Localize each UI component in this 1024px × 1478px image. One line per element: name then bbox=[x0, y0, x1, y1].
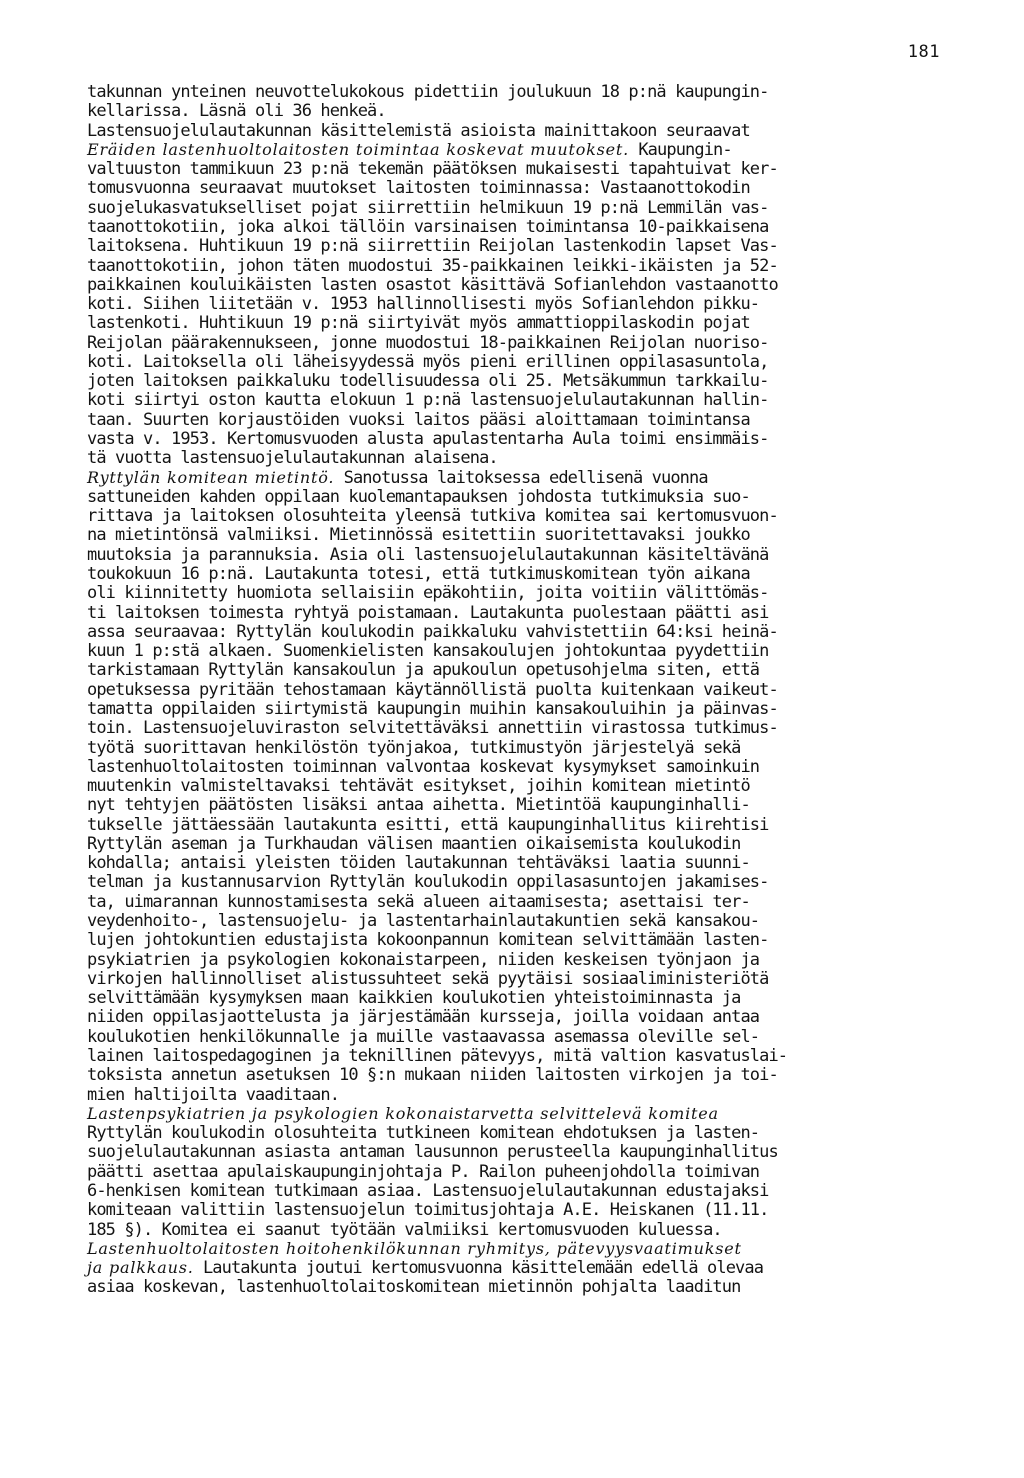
line-text: työtä suorittavan henkilöstön työnjakoa, tutkimustyön järjestelyä sekä bbox=[87, 737, 741, 758]
line-text: kohdalla; antaisi yleisten töiden lautakunnan tehtäväksi laatia suunni- bbox=[87, 853, 750, 874]
line-text: lujen johtokuntien edustajista kokoonpannun komitean selvittämään lasten- bbox=[87, 930, 769, 951]
line-text: niiden oppilasjaottelusta ja järjestämään kursseja, joilla voidaan antaa bbox=[87, 1007, 760, 1028]
line-text: lastenkoti. Huhtikuun 19 p:nä siirtyivät myös ammattioppilaskodin pojat bbox=[87, 313, 750, 334]
line-text: koti. Laitoksella oli läheisyydessä myös pieni erillinen oppilasasuntola, bbox=[87, 351, 769, 372]
line-text: selvittämään kysymyksen maan kaikkien koulukotien yhteistoiminnasta ja bbox=[87, 988, 741, 1009]
line-text: Ryttylän koulukodin olosuhteita tutkineen komitean ehdotuksen ja lasten- bbox=[87, 1123, 760, 1144]
line-text: kuun 1 p:stä alkaen. Suomenkielisten kansakoulujen johtokuntaa pyydettiin bbox=[87, 641, 769, 662]
line-text: assa seuraavaa: Ryttylän koulukodin paikkaluku vahvistettiin 64:ksi heinä- bbox=[87, 621, 778, 642]
line-text: päätti asettaa apulaiskaupunginjohtaja P. Railon puheenjohdolla toimivan bbox=[87, 1161, 760, 1182]
line-text: tomusvuonna seuraavat muutokset laitosten toiminnassa: Vastaanottokodin bbox=[87, 178, 750, 199]
line-text: Lautakunta joutui kertomusvuonna käsittelemään edellä olevaa bbox=[193, 1258, 764, 1279]
line-text: veydenhoito-, lastensuojelu- ja lastentarhainlautakuntien sekä kansakou- bbox=[87, 911, 760, 932]
line-text: muutoksia ja parannuksia. Asia oli lastensuojelulautakunnan käsiteltävänä bbox=[87, 544, 769, 565]
line-text: suojelukasvatukselliset pojat siirrettiin helmikuun 19 p:nä Lemmilän vas- bbox=[87, 197, 769, 218]
line-text: mien haltijoilta vaaditaan. bbox=[87, 1084, 340, 1105]
line-text: toksista annetun asetuksen 10 §:n mukaan niiden laitosten virkojen ja toi- bbox=[87, 1065, 778, 1086]
line-text: 6-henkisen komitean tutkimaan asiaa. Lastensuojelulautakunnan edustajaksi bbox=[87, 1180, 769, 1201]
line-text: valtuuston tammikuun 23 p:nä tekemän päätöksen mukaisesti tapahtuivat ker- bbox=[87, 159, 778, 180]
line-text: asiaa koskevan, lastenhuoltolaitoskomitean mietinnön pohjalta laaditun bbox=[87, 1277, 741, 1298]
line-text: muutenkin valmisteltavaksi tehtävät esitykset, joihin komitean mietintö bbox=[87, 776, 750, 797]
line-text: taan. Suurten korjaustöiden vuoksi laitos pääsi aloittamaan toimintansa bbox=[87, 409, 750, 430]
line-text: ti laitoksen toimesta ryhtyä poistamaan. Lautakunta puolestaan päätti asi bbox=[87, 602, 769, 623]
italic-heading: ja palkkaus. bbox=[87, 1258, 194, 1278]
line-text: tamatta oppilaiden siirtymistä kaupungin muihin kansakouluihin ja päinvas- bbox=[87, 698, 778, 719]
line-text: paikkainen kouluikäisten lasten osastot käsittävä Sofianlehdon vastaanotto bbox=[87, 274, 778, 295]
line-text: koti siirtyi oston kautta elokuun 1 p:nä lastensuojelulautakunnan hallin- bbox=[87, 390, 769, 411]
line-text: Lastensuojelulautakunnan käsittelemistä asioista mainittakoon seuraavat bbox=[87, 120, 750, 141]
line-text: virkojen hallinnolliset alistussuhteet sekä pyytäisi sosiaaliministeriötä bbox=[87, 968, 769, 989]
page-number: 181 bbox=[907, 42, 940, 62]
line-text: oli kiinnitetty huomiota sellaisiin epäkohtiin, joita voitiin välittömäs- bbox=[87, 583, 769, 604]
line-text: suojelulautakunnan asiasta antaman lausunnon perusteella kaupunginhallitus bbox=[87, 1142, 778, 1163]
line-text: koulukotien henkilökunnalle ja muille vastaavassa asemassa oleville sel- bbox=[87, 1026, 760, 1047]
italic-heading: Ryttylän komitean mietintö. bbox=[87, 467, 335, 487]
line-text: komiteaan valittiin lastensuojelun toimitusjohtaja A.E. Heiskanen (11.11. bbox=[87, 1200, 769, 1221]
line-text: opetuksessa pyritään tehostamaan käytännöllistä puolta kuitenkaan vaikeut- bbox=[87, 679, 778, 700]
italic-heading: Lastenhuoltolaitosten hoitohenkilökunnan ryhmitys, pätevyysvaatimukset bbox=[87, 1238, 742, 1258]
line-text: laitoksena. Huhtikuun 19 p:nä siirrettiin Reijolan lastenkodin lapset Vas- bbox=[87, 236, 778, 257]
line-text: taanottokotiin, joka alkoi tällöin varsinaisen toimintansa 10-paikkaisena bbox=[87, 216, 769, 237]
line-text: toukokuun 16 p:nä. Lautakunta totesi, että tutkimuskomitean työn aikana bbox=[87, 564, 750, 584]
line-text: tukselle jättäessään lautakunta esitti, että kaupunginhallitus kiirehtisi bbox=[87, 814, 769, 835]
line-text: telman ja kustannusarvion Ryttylän koulukodin oppilasasuntojen jakamises- bbox=[87, 872, 769, 893]
line-text: vasta v. 1953. Kertomusvuoden alusta apulastentarha Aula toimi ensimmäis- bbox=[87, 429, 769, 450]
line-text: lastenhuoltolaitosten toiminnan valvontaa koskevat kysymykset samoinkuin bbox=[87, 756, 760, 777]
line-text: taanottokotiin, johon täten muodostui 35-paikkainen leikki-ikäisten ja 52- bbox=[87, 255, 778, 276]
line-text: Sanotussa laitoksessa edellisenä vuonna bbox=[334, 467, 708, 488]
line-text: lainen laitospedagoginen ja teknillinen pätevyys, mitä valtion kasvatuslai- bbox=[87, 1046, 788, 1066]
italic-heading: Eräiden lastenhuoltolaitosten toimintaa koskevat muutokset. bbox=[87, 139, 630, 159]
line-text: kellarissa. Läsnä oli 36 henkeä. bbox=[87, 101, 386, 122]
line-text: takunnan ynteinen neuvottelukokous pidettiin joulukuun 18 p:nä kaupungin- bbox=[87, 82, 769, 102]
line-text: 185 §). Komitea ei saanut työtään valmiiksi kertomusvuoden kuluessa. bbox=[87, 1219, 722, 1240]
line-text: psykiatrien ja psykologien kokonaistarpeen, niiden keskeisen työnjaon ja bbox=[87, 949, 760, 970]
line-text: rittava ja laitoksen olosuhteita yleensä tutkiva komitea sai kertomusvuon- bbox=[87, 506, 778, 527]
line-text: tarkistamaan Ryttylän kansakoulun ja apukoulun opetusohjelma siten, että bbox=[87, 660, 760, 681]
line-text: Ryttylän aseman ja Turkhaudan välisen maantien oikaisemista koulukodin bbox=[87, 833, 741, 854]
text-line bbox=[87, 1276, 740, 1298]
line-text: ta, uimarannan kunnostamisesta sekä alueen aitaamisesta; asettaisi ter- bbox=[87, 891, 750, 912]
italic-heading: Lastenpsykiatrien ja psykologien kokonaistarvetta selvittelevä komitea bbox=[87, 1103, 719, 1123]
line-text: Reijolan päärakennukseen, jonne muodostui 18-paikkainen Reijolan nuoriso- bbox=[87, 332, 769, 353]
line-text: sattuneiden kahden oppilaan kuolemantapauksen johdosta tutkimuksia suo- bbox=[87, 486, 750, 507]
line-text: toin. Lastensuojeluviraston selvitettäväksi annettiin virastossa tutkimus- bbox=[87, 718, 778, 739]
line-text: na mietintönsä valmiiksi. Mietinnössä esitettiin suoritettavaksi joukko bbox=[87, 525, 750, 546]
line-text: Kaupungin- bbox=[629, 139, 732, 160]
line-text: joten laitoksen paikkaluku todellisuudessa oli 25. Metsäkummun tarkkailu- bbox=[87, 371, 769, 392]
line-text: tä vuotta lastensuojelulautakunnan alaisena. bbox=[87, 448, 498, 469]
line-text: nyt tehtyjen päätösten lisäksi antaa aihetta. Mietintöä kaupunginhalli- bbox=[87, 795, 750, 816]
line-text: koti. Siihen liitetään v. 1953 hallinnollisesti myös Sofianlehdon pikku- bbox=[87, 294, 760, 315]
